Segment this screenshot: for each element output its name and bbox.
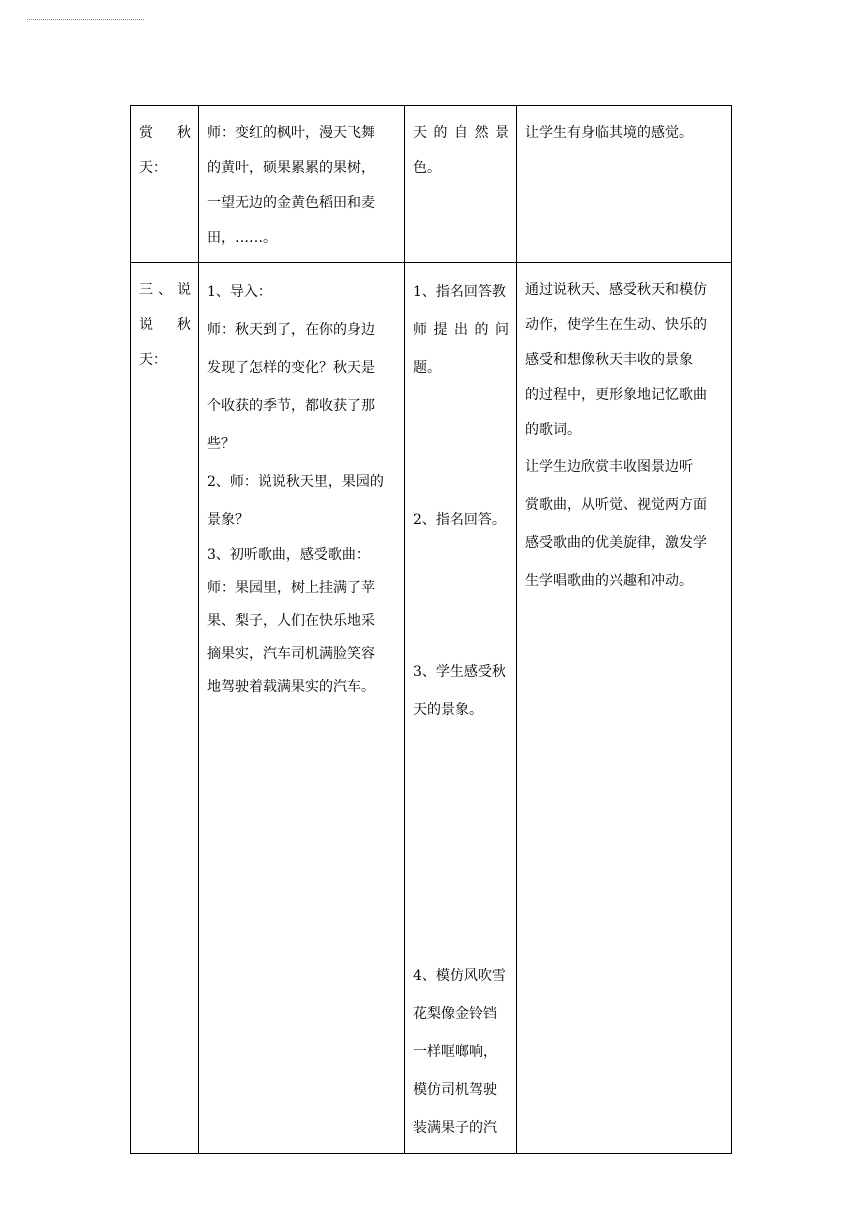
table-row [131, 263, 732, 1154]
purpose-line: 感受歌曲的优美旋律，激发学 [525, 535, 707, 551]
teacher-activity-cell [199, 106, 405, 263]
teacher-line: 师：秋天到了，在你的身边 [207, 322, 375, 338]
purpose-cell [517, 106, 732, 263]
student-line: 色。 [413, 160, 441, 176]
student-activity-cell [405, 263, 517, 1154]
teacher-line: 1、导入： [207, 284, 272, 300]
teacher-line: 个收获的季节，都收获了那 [207, 398, 375, 414]
teacher-line: 地驾驶着载满果实的汽车。 [207, 679, 375, 695]
teacher-line: 2、师：说说秋天里，果园的 [207, 474, 384, 490]
teacher-activity-cell [199, 263, 405, 1154]
section-cell [131, 263, 199, 1154]
student-line: 天 的 自 然 景 [413, 125, 509, 141]
teacher-line: 景象？ [207, 512, 249, 528]
lesson-plan-table [130, 105, 732, 1154]
student-line: 2、指名回答。 [413, 512, 506, 528]
student-line: 天的景象。 [413, 702, 483, 718]
student-line: 题。 [413, 360, 441, 376]
header-dotted-rule [27, 19, 144, 20]
section-line: 三 、 说 [139, 282, 191, 298]
student-line: 1、指名回答教 [413, 284, 506, 300]
section-cell [131, 106, 199, 263]
teacher-line: 果、梨子，人们在快乐地采 [207, 613, 375, 629]
student-line: 3、学生感受秋 [413, 664, 506, 680]
teacher-line: 师：果园里，树上挂满了苹 [207, 580, 375, 596]
purpose-line: 生学唱歌曲的兴趣和冲动。 [525, 573, 693, 589]
teacher-line: 的黄叶，硕果累累的果树， [207, 160, 375, 176]
student-line: 一样哐啷响， [413, 1044, 497, 1060]
section-line: 天： [139, 352, 167, 368]
purpose-line: 赏歌曲，从听觉、视觉两方面 [525, 497, 707, 513]
purpose-line: 的过程中，更形象地记忆歌曲 [525, 387, 707, 403]
purpose-line: 感受和想像秋天丰收的景象 [525, 352, 693, 368]
purpose-cell [517, 263, 732, 1154]
teacher-line: 3、初听歌曲，感受歌曲： [207, 547, 370, 563]
section-line: 说 秋 [139, 317, 191, 333]
purpose-line: 的歌词。 [525, 422, 581, 438]
student-line: 装满果子的汽 [413, 1120, 497, 1136]
student-line: 模仿司机驾驶 [413, 1082, 497, 1098]
teacher-line: 师：变红的枫叶，漫天飞舞 [207, 125, 375, 141]
teacher-line: 一望无边的金黄色稻田和麦 [207, 195, 375, 211]
teacher-line: 些？ [207, 436, 235, 452]
purpose-line: 让学生有身临其境的感觉。 [525, 125, 693, 141]
student-line: 4、模仿风吹雪 [413, 968, 506, 984]
section-line: 赏 秋 [139, 125, 191, 141]
teacher-line: 摘果实，汽车司机满脸笑容 [207, 646, 375, 662]
purpose-line: 通过说秋天、感受秋天和模仿 [525, 282, 707, 298]
table-row [131, 106, 732, 263]
teacher-line: 田，……。 [207, 230, 277, 246]
student-activity-cell [405, 106, 517, 263]
student-line: 花梨像金铃铛 [413, 1006, 497, 1022]
teacher-line: 发现了怎样的变化？秋天是 [207, 360, 375, 376]
section-line: 天： [139, 160, 167, 176]
purpose-line: 让学生边欣赏丰收图景边听 [525, 459, 693, 475]
student-line: 师 提 出 的 问 [413, 322, 509, 338]
purpose-line: 动作，使学生在生动、快乐的 [525, 317, 707, 333]
